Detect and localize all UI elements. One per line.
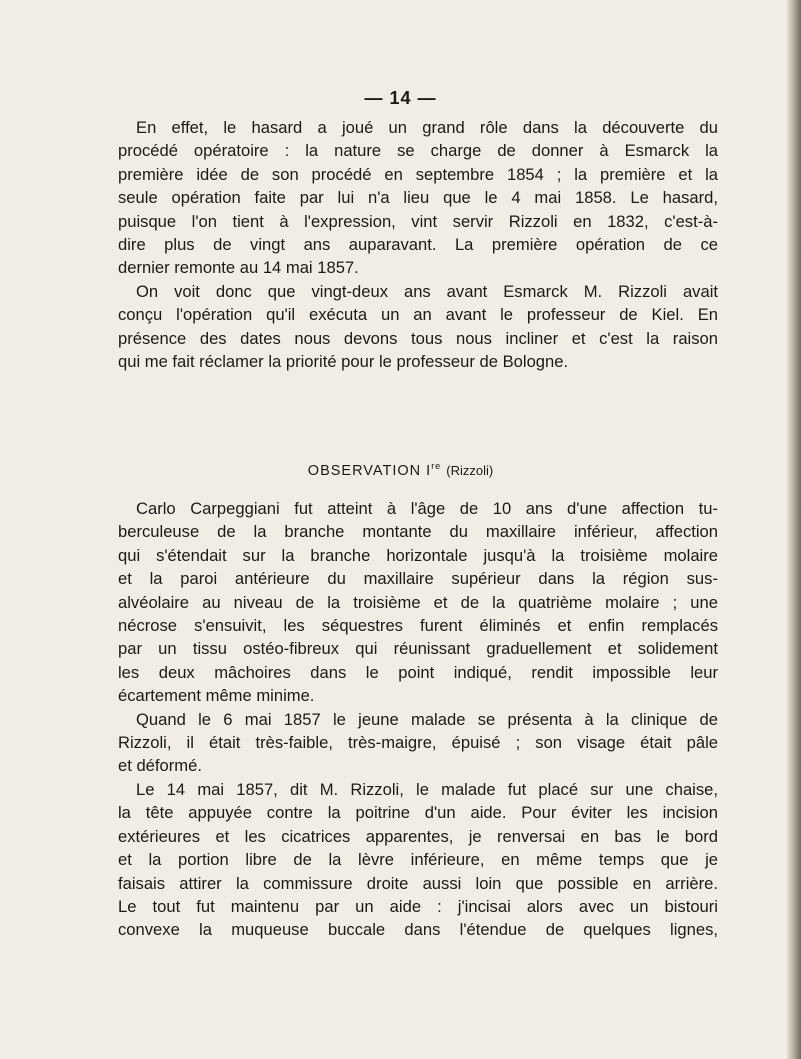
text-line: Le tout fut maintenu par un aide : j'incisai alors avec un bistouri (118, 896, 718, 916)
section-title: OBSERVATION I (307, 462, 432, 479)
text-line: convexe la muqueuse buccale dans l'étendue de quelques lignes, (118, 920, 718, 940)
text-line: qui me fait réclamer la priorité pour le professeur de Bologne. (118, 352, 569, 372)
section-subtitle: (Rizzoli) (446, 462, 494, 478)
text-line: berculeuse de la branche montante du maxillaire inférieur, affection (118, 522, 718, 542)
text-line: extérieures et les cicatrices apparentes, je renversai en bas le bord (118, 826, 718, 846)
text-line: écartement même minime. (118, 686, 315, 706)
page-number: — 14 — (364, 88, 437, 108)
text-line: présence des dates nous devons tous nous incliner et c'est la raison (118, 328, 718, 348)
text-line: On voit donc que vingt-deux ans avant Esmarck M. Rizzoli avait (136, 281, 718, 301)
section-ordinal: re (431, 461, 442, 471)
text-line: alvéolaire au niveau de la troisième et de la quatrième molaire ; une (118, 592, 718, 612)
text-line: procédé opératoire : la nature se charge de donner à Esmarck la (118, 141, 718, 161)
section-heading (0, 461, 801, 479)
text-block-intro (118, 116, 718, 373)
text-line: dire plus de vingt ans auparavant. La première opération de ce (118, 235, 718, 255)
text-line: et la paroi antérieure du maxillaire supérieur dans la région sus- (118, 569, 718, 589)
text-line: conçu l'opération qu'il exécuta un an avant le professeur de Kiel. En (118, 305, 718, 325)
text-line: Rizzoli, il était très-faible, très-maigre, épuisé ; son visage était pâle (118, 733, 718, 753)
text-line: puisque l'on tient à l'expression, vint servir Rizzoli en 1832, c'est-à- (118, 211, 718, 231)
text-line: nécrose s'ensuivit, les séquestres furent éliminés et enfin remplacés (118, 616, 718, 636)
text-block-observation (118, 497, 718, 942)
text-line: En effet, le hasard a joué un grand rôle dans la découverte du (136, 118, 718, 137)
text-line: Le 14 mai 1857, dit M. Rizzoli, le malade fut placé sur une chaise, (136, 779, 718, 799)
text-line: qui s'étendait sur la branche horizontale jusqu'à la troisième molaire (118, 545, 718, 565)
text-line: et déformé. (118, 756, 202, 776)
text-line: et la portion libre de la lèvre inférieure, en même temps que je (118, 850, 718, 870)
text-line: la tête appuyée contre la poitrine d'un aide. Pour éviter les incision (118, 803, 718, 823)
text-line: Quand le 6 mai 1857 le jeune malade se présenta à la clinique de (136, 709, 718, 729)
page-edge-shadow (787, 0, 801, 1059)
text-line: les deux mâchoires dans le point indiqué, rendit impossible leur (118, 662, 718, 682)
text-line: faisais attirer la commissure droite aussi loin que possible en arrière. (118, 873, 718, 893)
text-line: Carlo Carpeggiani fut atteint à l'âge de 10 ans d'une affection tu- (136, 499, 718, 518)
text-line: dernier remonte au 14 mai 1857. (118, 258, 359, 278)
text-line: première idée de son procédé en septembre 1854 ; la première et la (118, 164, 718, 184)
text-line: par un tissu ostéo-fibreux qui réunissant graduellement et solidement (118, 639, 718, 659)
text-line: seule opération faite par lui n'a lieu que le 4 mai 1858. Le hasard, (118, 188, 718, 208)
